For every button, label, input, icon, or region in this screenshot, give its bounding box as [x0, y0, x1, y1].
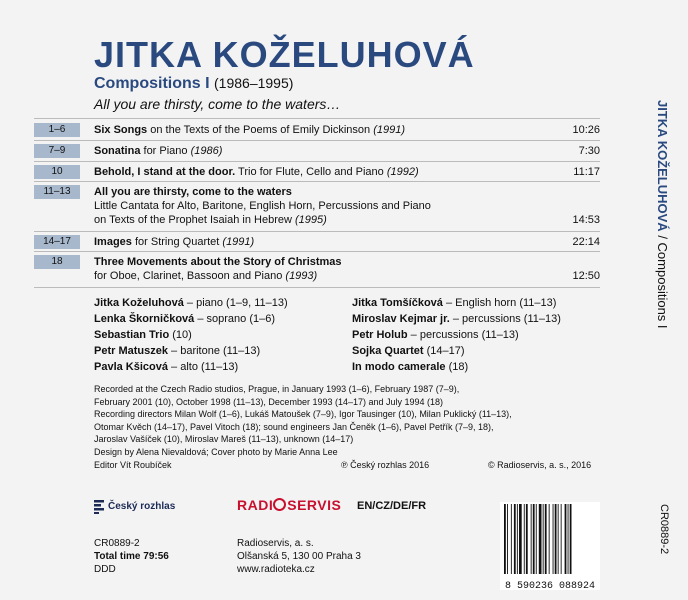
- credit-line: Jaroslav Vašíček (10), Miroslav Mareš (11–13), unknown (14–17): [94, 434, 354, 444]
- performer: In modo camerale (18): [352, 361, 469, 373]
- phonographic-copyright: ℗ Český rozhlas 2016: [341, 460, 430, 470]
- copyright: © Radioservis, a. s., 2016: [488, 460, 592, 470]
- barcode-bar: [553, 504, 554, 574]
- track-row: [34, 235, 600, 249]
- performer: Sojka Quartet (14–17): [352, 345, 465, 357]
- publisher-info: [237, 537, 361, 576]
- barcode-bar: [543, 504, 544, 574]
- barcode-bar: [539, 504, 542, 574]
- editor-credit: Editor Vít Roubíček: [94, 460, 172, 470]
- credit-line: Otomar Kvěch (14–17), Pavel Vitoch (18); sound engineers Jan Čeněk (1–6), Pavel Petřík (7–9, 18),: [94, 421, 494, 432]
- divider: [34, 251, 600, 252]
- barcode-bar: [561, 504, 562, 574]
- languages: EN/CZ/DE/FR: [357, 500, 427, 512]
- track-duration: 12:50: [572, 270, 600, 282]
- barcode-bar: [524, 504, 525, 574]
- spine-catalog: CR0889-2: [658, 504, 670, 555]
- spine-title: [655, 100, 670, 329]
- album-title-text: Compositions I: [94, 75, 210, 92]
- credit-line: Design by Alena Nievaldová; Cover photo by Marie Anna Lee: [94, 446, 338, 457]
- divider: [34, 118, 600, 119]
- spine-separator: /: [655, 231, 670, 243]
- performer: Jitka Tomšíčková – English horn (11–13): [352, 297, 557, 309]
- spine-album: Compositions I: [655, 242, 670, 329]
- barcode-digits: 8 590236 088924: [504, 581, 595, 592]
- barcode-bar: [533, 504, 535, 574]
- performer: Miroslav Kejmar jr. – percussions (11–13): [352, 313, 561, 325]
- performer: Lenka Škorničková – soprano (1–6): [94, 313, 275, 325]
- publisher-website: www.radioteka.cz: [237, 564, 315, 575]
- recording-credits: [94, 383, 604, 458]
- barcode-bar: [570, 504, 572, 574]
- track-description: Behold, I stand at the door. Trio for Flute, Cello and Piano (1992): [94, 166, 419, 178]
- publisher-name: Radioservis, a. s.: [237, 538, 314, 549]
- publisher-address: Olšanská 5, 130 00 Praha 3: [237, 551, 361, 562]
- album-subtitle: All you are thirsty, come to the waters…: [94, 96, 341, 112]
- performer: Petr Matuszek – baritone (11–13): [94, 345, 261, 357]
- track-duration: 11:17: [573, 166, 600, 178]
- barcode-bar: [504, 504, 506, 574]
- total-time: Total time 79:56: [94, 551, 169, 562]
- track-number: 14–17: [34, 235, 80, 249]
- track-description: Sonatina for Piano (1986): [94, 145, 223, 157]
- track-description: Three Movements about the Story of Christmas for Oboe, Clarinet, Bassoon and Piano (1993): [94, 256, 342, 282]
- radioservis-logo: RADI SERVIS: [237, 497, 342, 513]
- credit-line: February 2001 (10), October 1998 (11–13), December 1993 (14–17) and July 1994 (18): [94, 396, 444, 407]
- release-info: [94, 537, 169, 576]
- barcode-bar: [568, 504, 569, 574]
- barcode-bar: [517, 504, 518, 574]
- track-number: 18: [34, 255, 80, 269]
- credit-line: Recording directors Milan Wolf (1–6), Lukáš Matoušek (7–9), Igor Tausinger (10), Milan Puklický (11–13),: [94, 409, 512, 419]
- track-number: 7–9: [34, 144, 80, 158]
- divider: [34, 231, 600, 232]
- barcode-bar: [519, 504, 522, 574]
- barcode-bar: [549, 504, 550, 574]
- barcode-bar: [507, 504, 508, 574]
- ddd-code: DDD: [94, 564, 116, 575]
- barcode-bar: [555, 504, 557, 574]
- barcode-bar: [526, 504, 528, 574]
- track-duration: 10:26: [572, 124, 600, 136]
- performers-left: [94, 295, 288, 375]
- credit-line: Recorded at the Czech Radio studios, Prague, in January 1993 (1–6), February 1987 (7–9),: [94, 384, 460, 394]
- album-title: [94, 75, 293, 93]
- composer-name: JITKA KOŽELUHOVÁ: [94, 34, 475, 75]
- track-row: [34, 165, 600, 179]
- barcode-bar: [545, 504, 547, 574]
- barcode: [500, 502, 600, 590]
- track-duration: 7:30: [578, 145, 600, 157]
- barcode-bars: [500, 502, 600, 576]
- spine-composer: JITKA KOŽELUHOVÁ: [655, 100, 670, 232]
- track-row: [34, 144, 600, 158]
- barcode-bar: [514, 504, 516, 574]
- album-years: (1986–1995): [214, 75, 294, 91]
- performer: Jitka Koželuhová – piano (1–9, 11–13): [94, 297, 288, 309]
- spine: [650, 100, 688, 555]
- divider: [34, 140, 600, 141]
- track-number: 10: [34, 165, 80, 179]
- performers-right: [352, 295, 561, 375]
- track-number: 1–6: [34, 123, 80, 137]
- divider: [34, 181, 600, 182]
- catalog-number: CR0889-2: [94, 538, 140, 549]
- cesky-rozhlas-logo: Český rozhlas: [94, 500, 204, 516]
- cesky-rozhlas-logo-icon: [94, 500, 104, 514]
- track-duration: 14:53: [572, 214, 600, 226]
- track-number: 11–13: [34, 185, 80, 199]
- performer: Pavla Kšicová – alto (11–13): [94, 361, 239, 373]
- track-duration: 22:14: [572, 236, 600, 248]
- track-row: [34, 185, 600, 229]
- radioservis-o-icon: [273, 498, 286, 511]
- performer: Petr Holub – percussions (11–13): [352, 329, 519, 341]
- track-description: Six Songs on the Texts of the Poems of Emily Dickinson (1991): [94, 124, 405, 136]
- barcode-bar: [558, 504, 559, 574]
- barcode-bar: [536, 504, 537, 574]
- track-row: [34, 255, 600, 285]
- performer: Sebastian Trio (10): [94, 329, 192, 341]
- track-description: All you are thirsty, come to the waters Little Cantata for Alto, Baritone, English Horn, Percussions and Piano on Texts of the Prophet Isaiah in Hebrew (1995): [94, 186, 431, 226]
- barcode-bar: [531, 504, 532, 574]
- barcode-bar: [511, 504, 512, 574]
- divider: [34, 161, 600, 162]
- barcode-bar: [565, 504, 567, 574]
- track-description: Images for String Quartet (1991): [94, 236, 255, 248]
- track-row: [34, 123, 600, 137]
- divider: [34, 287, 600, 288]
